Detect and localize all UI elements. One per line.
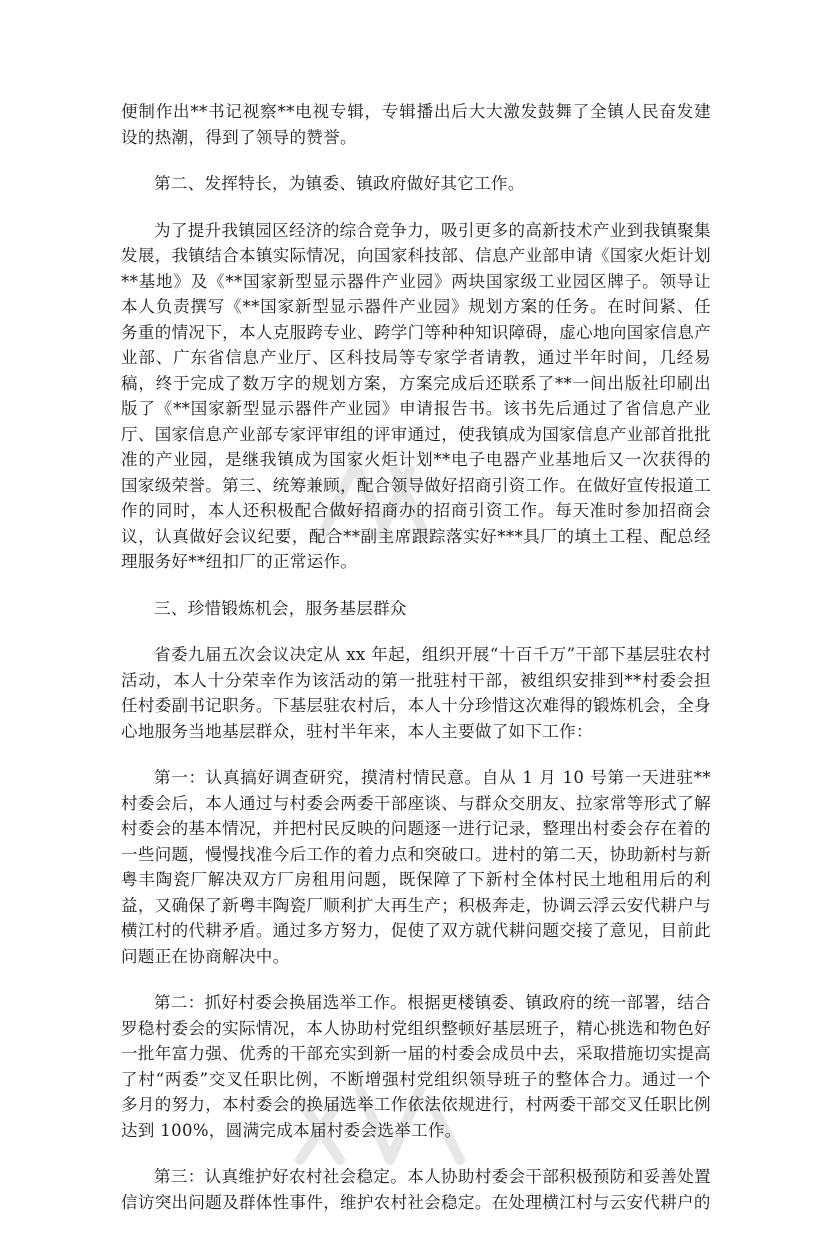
paragraph-village-assignment: 省委九届五次会议决定从 xx 年起，组织开展“十百千万”干部下基层驻农村活动，本人十分荣幸作为该活动的第一批驻村干部，被组织安排到**村委会担任村委副书记职务。下基层驻农村后，本人十分珍惜这次难得的锻炼机会，全身心地服务当地基层群众，驻村半年来，本人主要做了如下工作： — [121, 645, 711, 741]
paragraph-park-planning: 为了提升我镇园区经济的综合竞争力，吸引更多的高新技术产业到我镇聚集发展，我镇结合本镇实际情况，向国家科技部、信息产业部申请《国家火炬计划**基地》及《**国家新型显示器件产业园》两块国家级工业园区牌子。领导让本人负责撰写《**国家新型显示器件产业园》规划方案的任务。在时间紧、任务重的情况下，本人克服跨专业、跨学门等种种知识障碍，虚心地向国家信息产业部、广东省信息产业厅、区科技局等专家学者请教，通过半年时间，几经易稿，终于完成了数万字的规划方案，方案完成后还联系了**一间出版社印刷出版了《**国家新型显示器件产业园》申请报告书。该书先后通过了省信息产业厅、国家信息产业部专家评审组的评审通过，使我镇成为国家信息产业部首批批准的产业园，是继我镇成为国家火炬计划**电子电器产业基地后又一次获得的国家级荣誉。第三、统筹兼顾，配合领导做好招商引资工作。在做好宣传报道工作的同时，本人还积极配合做好招商办的招商引资工作。每天准时参加招商会议，认真做好会议纪要，配合**副主席跟踪落实好***具厂的填土工程、配总经理服务好**纽扣厂的正常运作。 — [121, 220, 711, 571]
paragraph-research: 第一：认真搞好调查研究，摸清村情民意。自从 1 月 10 号第一天进驻**村委会后，本人通过与村委会两委干部座谈、与群众交朋友、拉家常等形式了解村委会的基本情况，并把村民反映的问题逐一进行记录，整理出村委会存在着的一些问题，慢慢找准今后工作的着力点和突破口。进村的第二天，协助新村与新粤丰陶瓷厂解决双方厂房租用问题，既保障了下新村全体村民土地租用后的利益，又确保了新粤丰陶瓷厂顺利扩大再生产；积极奔走，协调云浮云安代耕户与横江村的代耕矛盾。通过多方努力，促使了双方就代耕问题交接了意见，目前此问题正在协商解决中。 — [121, 768, 711, 966]
paragraph-election: 第二：抓好村委会换届选举工作。根据更楼镇委、镇政府的统一部署，结合罗稳村委会的实际情况，本人协助村党组织整顿好基层班子，精心挑选和物色好一批年富力强、优秀的干部充实到新一届的村委会成员中去，采取措施切实提高了村“两委”交叉任职比例，不断增强村党组织领导班子的整体合力。通过一个多月的努力，本村委会的换届选举工作依法依规进行，村两委干部交叉任职比例达到 100%，圆满完成本届村委会选举工作。 — [121, 993, 711, 1140]
section-heading-3: 三、珍惜锻炼机会，服务基层群众 — [154, 598, 407, 618]
section-heading-2: 第二、发挥特长，为镇委、镇政府做好其它工作。 — [154, 174, 525, 193]
paragraph-stability: 第三：认真维护好农村社会稳定。本人协助村委会干部积极预防和妥善处置信访突出问题及群体性事件，维护农村社会稳定。在处理横江村与云安代耕户的 — [121, 1167, 711, 1212]
document-body — [121, 99, 711, 1236]
paragraph-continuation: 便制作出**书记视察**电视专辑，专辑播出后大大激发鼓舞了全镇人民奋发建设的热潮，得到了领导的赞誉。 — [121, 102, 711, 147]
